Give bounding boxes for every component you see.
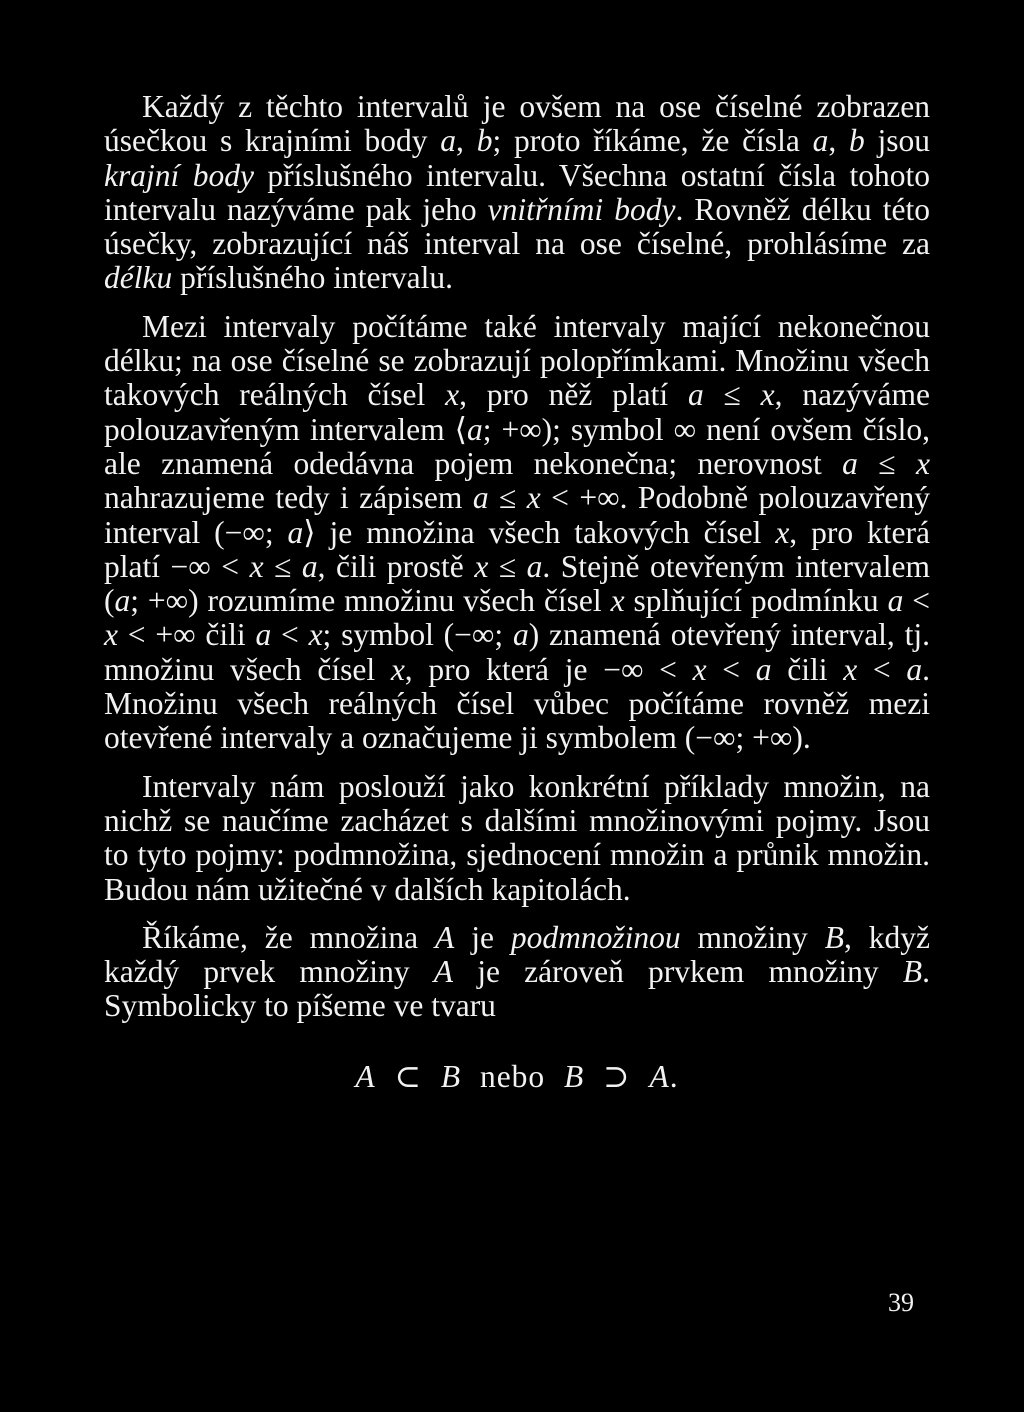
text-run: Intervaly nám poslouží jako konkrétní příklady množin, na nichž se naučíme zacházet s dalšími množinovými pojmy. Jsou to tyto pojmy: podmnožina, sjednocení množin a průnik množin. Budou nám užitečné v dalších kapitolách. <box>104 768 930 907</box>
italic-run: B <box>564 1058 585 1094</box>
italic-run: x <box>916 445 930 481</box>
italic-run: x <box>775 514 790 550</box>
italic-run: B <box>440 1058 462 1094</box>
text-run: nahrazujeme tedy i zápisem <box>104 480 473 516</box>
italic-run: x <box>843 651 858 687</box>
italic-run: x <box>610 583 625 619</box>
text-run: ; proto říkáme, že čísla <box>492 123 813 159</box>
text-run: Každý z těchto intervalů je ovšem na ose číselné zobrazen úsečkou s krajními body <box>104 89 930 159</box>
italic-run: délku <box>104 260 173 296</box>
text-run: je <box>454 919 511 955</box>
italic-run: x <box>249 548 264 584</box>
italic-run: a <box>906 651 923 687</box>
italic-run: x <box>692 651 707 687</box>
subset-formula <box>104 1060 930 1094</box>
italic-run: a <box>440 123 457 159</box>
italic-run: a <box>466 411 483 447</box>
italic-run: b <box>848 123 865 159</box>
text-run: ; +∞); symbol ∞ není ovšem číslo, ale znamená odedávna pojem nekonečna; nerovnost <box>104 411 930 481</box>
text-run: příslušného intervalu. <box>172 260 454 296</box>
italic-run: a <box>512 617 529 653</box>
text-run: . Množinu všech reálných čísel vůbec počítáme rovněž mezi otevřené intervaly a označujeme ji symbolem (−∞; +∞). <box>104 651 930 756</box>
text-run: ⟩ je množina všech takových čísel <box>303 514 776 550</box>
text-run: ≤ <box>488 480 527 516</box>
text-run: ≤ <box>857 445 917 481</box>
text-run: jsou <box>864 123 931 159</box>
italic-run: x <box>390 651 405 687</box>
italic-run: x <box>760 377 775 413</box>
text-run: < +∞. Podobně polouzavřený interval (−∞; <box>104 480 930 550</box>
text-run: . Rovněž délku této úsečky, zobrazující náš interval na ose číselné, prohlásíme za <box>104 191 930 262</box>
text-run: , <box>828 123 849 159</box>
text-run: příslušného intervalu. Všechna ostatní čísla tohoto intervalu nazýváme pak jeho <box>104 157 930 227</box>
italic-run: a <box>812 123 829 159</box>
italic-run: A <box>435 919 455 955</box>
text-run: ≤ <box>703 377 761 413</box>
italic-run: x <box>474 548 489 584</box>
text-run: < <box>706 651 756 687</box>
text-run: ) znamená otevřený interval, tj. množinu všech čísel <box>104 617 930 687</box>
text-run: , čili prostě <box>317 548 475 584</box>
text-run: , pro něž platí <box>459 377 688 413</box>
text-run: množiny <box>680 919 825 955</box>
italic-run: a <box>687 377 704 413</box>
italic-run: A <box>433 954 454 990</box>
text-run: . Stejně otevřeným intervalem ( <box>104 548 930 619</box>
italic-run: a <box>255 617 272 653</box>
text-run: < <box>857 651 907 687</box>
italic-run: a <box>301 548 318 584</box>
italic-run: podmnožinou <box>510 919 681 955</box>
paragraph-endpoints <box>104 90 930 296</box>
text-run: , když každý prvek množiny <box>104 919 930 990</box>
italic-run: x <box>526 480 541 516</box>
page-number: 39 <box>888 1288 914 1317</box>
italic-run: a <box>472 480 489 516</box>
text-run: splňující podmínku <box>624 583 888 619</box>
italic-run: a <box>887 583 904 619</box>
italic-run: A <box>649 1058 670 1094</box>
italic-run: a <box>526 548 543 584</box>
text-run: < <box>903 583 931 619</box>
text-run: , pro která platí −∞ < <box>104 514 930 584</box>
italic-run: b <box>476 123 493 159</box>
italic-run: B <box>824 919 844 955</box>
text-run: ; symbol (−∞; <box>322 617 513 653</box>
paragraph-set-concepts <box>104 770 930 907</box>
text-run: < +∞ čili <box>117 617 256 653</box>
paragraph-subset-definition <box>104 921 930 1024</box>
text-run: . <box>669 1058 679 1094</box>
text-run: je zároveň prvkem množiny <box>453 954 903 990</box>
text-run: ≤ <box>263 548 302 584</box>
text-run: čili <box>771 651 844 687</box>
text-run: ; +∞) rozumíme množinu všech čísel <box>130 583 611 619</box>
italic-run: A <box>355 1058 376 1094</box>
italic-run: B <box>902 954 923 990</box>
text-run: , <box>456 123 477 159</box>
text-run: , pro která je −∞ < <box>404 651 693 687</box>
page-content <box>104 90 930 1094</box>
italic-run: krajní body <box>104 157 254 193</box>
italic-run: a <box>114 583 131 619</box>
text-run: ⊂ <box>375 1058 441 1094</box>
text-run: ≤ <box>488 548 527 584</box>
italic-run: a <box>755 651 772 687</box>
italic-run: a <box>842 445 858 481</box>
text-run: < <box>271 617 309 653</box>
italic-run: x <box>445 377 460 413</box>
italic-run: a <box>287 514 304 550</box>
paragraph-infinite-intervals <box>104 310 930 756</box>
text-run: . Symbolicky to píšeme ve tvaru <box>104 954 931 1024</box>
text-run: Mezi intervaly počítáme také intervaly mající nekonečnou délku; na ose číselné se zobrazují polopřímkami. Množinu všech takových reálných čísel <box>104 308 930 413</box>
text-run: ⊃ <box>584 1058 650 1094</box>
italic-run: x <box>104 617 118 653</box>
italic-run: x <box>308 617 323 653</box>
text-run: , nazýváme polouzavřeným intervalem ⟨ <box>104 377 930 447</box>
text-run: Říkáme, že množina <box>142 919 436 955</box>
text-run: nebo <box>461 1058 565 1094</box>
italic-run: vnitřními body <box>487 191 676 227</box>
